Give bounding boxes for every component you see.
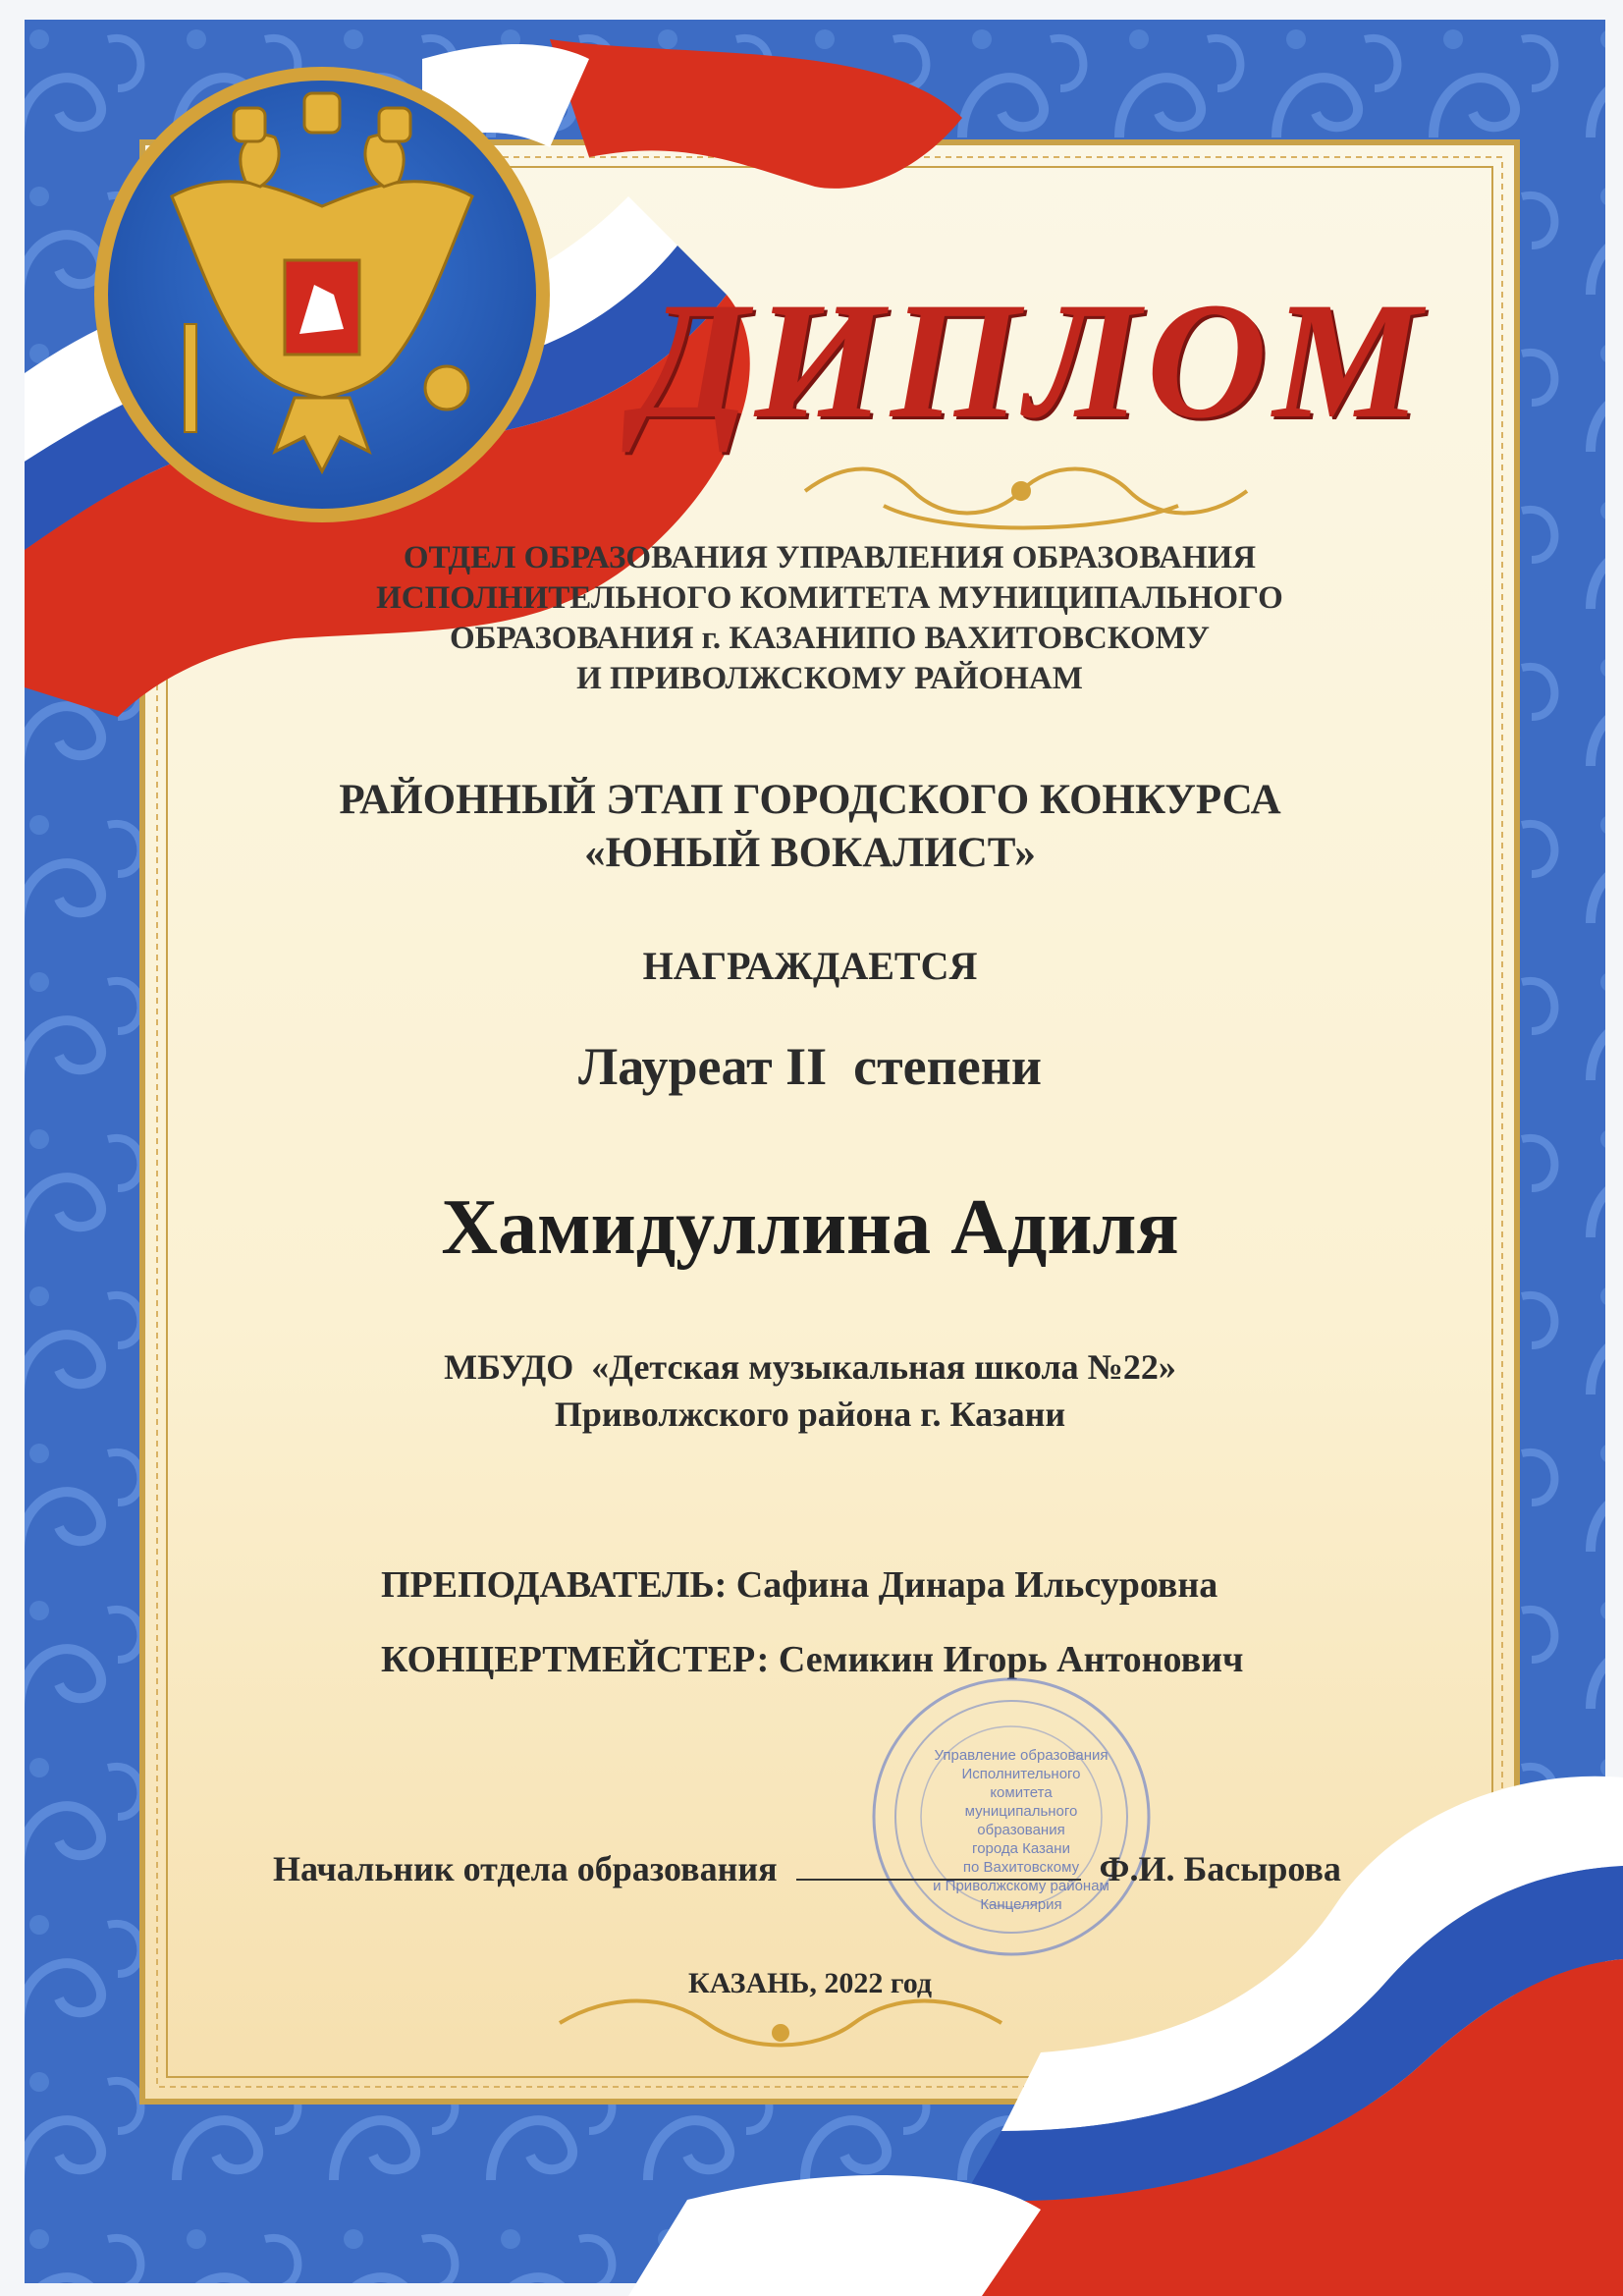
teacher-name: Сафина Динара Ильсуровна [735, 1564, 1218, 1606]
organization-line: И ПРИВОЛЖСКОМУ РАЙОНАМ [576, 661, 1083, 696]
diploma-title: ДИПЛОМ [634, 268, 1428, 453]
contest-line: «ЮНЫЙ ВОКАЛИСТ» [584, 830, 1036, 876]
organization-block [255, 538, 1404, 699]
stamp-line: Управление образования [934, 1747, 1109, 1764]
organization-line: ИСПОЛНИТЕЛЬНОГО КОМИТЕТА МУНИЦИПАЛЬНОГО [376, 580, 1283, 616]
teacher-label: ПРЕПОДАВАТЕЛЬ: [381, 1564, 728, 1606]
school-block [295, 1343, 1325, 1438]
school-line: МБУДО «Детская музыкальная школа №22» [444, 1347, 1176, 1387]
stamp-line: Канцелярия [980, 1896, 1062, 1913]
stamp-line: по Вахитовскому [962, 1859, 1080, 1876]
stamp-line: и Приволжскому районам [933, 1878, 1109, 1894]
school-line: Приволжского района г. Казани [554, 1394, 1066, 1434]
stamp-line: муниципального образования [964, 1803, 1078, 1838]
recipient-name: Хамидуллина Адиля [441, 1184, 1179, 1271]
city-year: КАЗАНЬ, 2022 год [687, 1967, 933, 1999]
teacher-line [381, 1563, 1217, 1607]
award-degree: Лауреат II степени [578, 1037, 1042, 1096]
signatory-name: Ф.И. Басырова [1099, 1849, 1341, 1888]
signature-row [273, 1848, 1341, 1889]
accompanist-label: КОНЦЕРТМЕЙСТЕР: [381, 1639, 770, 1680]
signatory-title: Начальник отдела образования [273, 1849, 778, 1888]
awarded-label: НАГРАЖДАЕТСЯ [642, 944, 978, 988]
official-stamp [864, 1669, 1159, 1964]
stamp-line: Исполнительного комитета [961, 1766, 1081, 1801]
contest-block [196, 774, 1424, 880]
organization-line: ОТДЕЛ ОБРАЗОВАНИЯ УПРАВЛЕНИЯ ОБРАЗОВАНИЯ [403, 540, 1257, 575]
contest-line: РАЙОННЫЙ ЭТАП ГОРОДСКОГО КОНКУРСА [339, 777, 1281, 823]
signature-line [796, 1879, 1081, 1881]
accompanist-name: Семикин Игорь Антонович [778, 1639, 1244, 1680]
organization-line: ОБРАЗОВАНИЯ г. КАЗАНИПО ВАХИТОВСКОМУ [449, 621, 1211, 656]
stamp-line: города Казани [972, 1840, 1070, 1857]
